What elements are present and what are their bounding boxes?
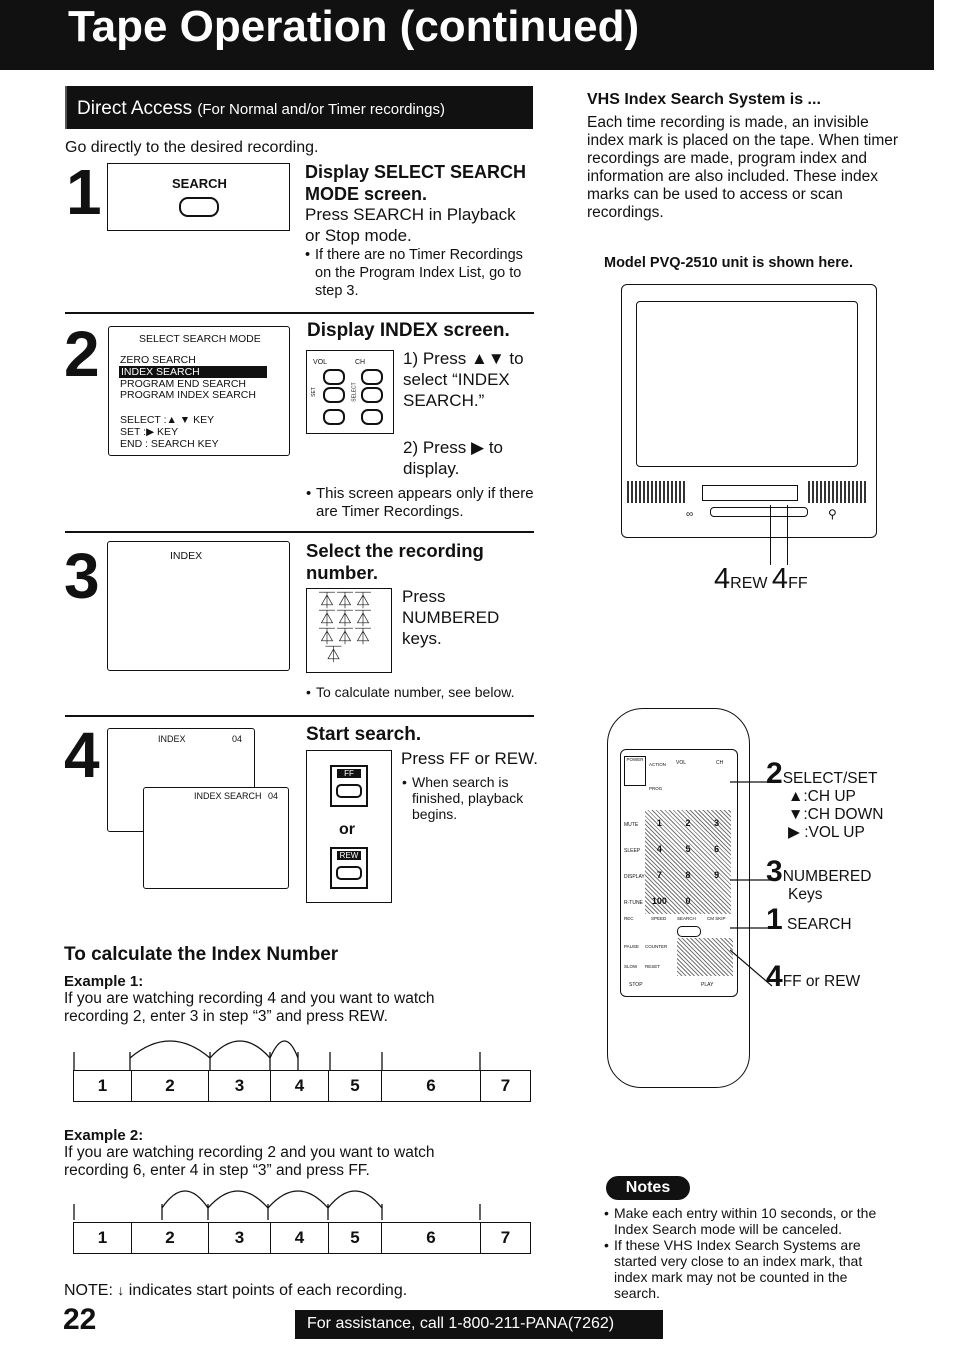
callout-number: 4 — [714, 563, 731, 595]
callout-number: 4 — [766, 960, 783, 993]
ff-label: FF — [788, 575, 808, 592]
prog-label: PROG — [649, 786, 663, 791]
recording-cell: 2 — [132, 1071, 209, 1101]
menu-item: PROGRAM INDEX SEARCH — [120, 389, 256, 401]
vol-ch-keys-panel — [306, 350, 394, 434]
example-1-body: If you are watching recording 4 and you want to watch recording 2, enter 3 in step “3” and press REW. — [64, 990, 435, 1025]
recording-cell: 1 — [74, 1223, 132, 1253]
down-arrow-icon: ↓ — [117, 1282, 125, 1298]
rtune-label: R-TUNE — [624, 900, 643, 906]
num-key: 100 — [651, 896, 667, 906]
ff-rew-buttons — [677, 938, 733, 976]
callout-text: ▶ :VOL UP — [788, 824, 865, 841]
recording-cell: 5 — [329, 1071, 382, 1101]
callout-number: 1 — [766, 903, 783, 936]
menu-item: PROGRAM END SEARCH — [120, 378, 247, 390]
recording-cell: 7 — [500, 1076, 511, 1095]
mute-label: MUTE — [624, 822, 639, 828]
search-label: SEARCH — [677, 916, 696, 921]
recording-cell: 4 — [271, 1223, 329, 1253]
calc-note — [64, 1281, 407, 1300]
note-item: • Make each entry within 10 seconds, or the Index Search mode will be canceled. — [604, 1205, 894, 1237]
menu-item-selected: INDEX SEARCH — [119, 366, 267, 378]
step-2-instruction-2: 2) Press ▶ to display. — [403, 438, 503, 478]
example-1-title: Example 1: — [64, 973, 144, 990]
page-header — [0, 0, 934, 70]
rew-key-icon — [330, 847, 368, 889]
assistance-text: For assistance, call 1-800-211-PANA(7262) — [307, 1315, 615, 1332]
num-key: 8 — [685, 870, 691, 880]
play-label: PLAY — [701, 982, 714, 988]
step-3-body: Press NUMBERED keys. — [402, 587, 500, 648]
jump-arc — [210, 1041, 270, 1058]
speaker-grille-right — [808, 481, 868, 503]
recording-cell: 4 — [271, 1071, 329, 1101]
page-title: Tape Operation (continued) — [68, 2, 640, 51]
vol-label: VOL — [313, 359, 328, 366]
example-1-diagram — [70, 1030, 534, 1074]
front-panel-buttons — [710, 507, 808, 517]
callout-ff-rew — [766, 960, 861, 993]
direct-access-intro: Go directly to the desired recording. — [65, 139, 319, 156]
ch-label: CH — [355, 359, 366, 366]
power-label: POWER — [626, 757, 644, 762]
example-2-recording-table — [73, 1222, 531, 1254]
step-1-number: 1 — [66, 156, 102, 228]
screen-title: SELECT SEARCH MODE — [139, 333, 261, 345]
ch-label: CH — [716, 760, 724, 766]
reset-label: RESET — [645, 964, 661, 969]
note-suffix: indicates start points of each recording. — [128, 1282, 408, 1299]
remote-illustration — [607, 708, 750, 1088]
recording-cell: 3 — [209, 1223, 271, 1253]
power-icon: ⚲ — [828, 507, 837, 521]
step-3-index-screen — [107, 541, 290, 671]
vol-down-icon — [323, 387, 345, 403]
step-2-select-search-screen — [108, 326, 290, 456]
index-search-label: INDEX SEARCH — [194, 791, 262, 801]
step-2-note: • This screen appears only if there are Timer Recordings. — [306, 485, 534, 521]
sleep-label: SLEEP — [624, 848, 641, 854]
search-key-label: SEARCH — [172, 176, 227, 191]
vhs-heading: VHS Index Search System is ... — [587, 91, 821, 108]
index-label: INDEX — [170, 550, 203, 562]
example-2-diagram — [70, 1180, 534, 1224]
step-4-body: Press FF or REW. — [401, 749, 538, 768]
jump-arc — [208, 1191, 268, 1208]
callout-text: SEARCH — [787, 916, 852, 933]
footer-bar — [295, 1310, 663, 1339]
step-3-heading: Select the recording number. — [306, 540, 484, 583]
tv-illustration — [621, 284, 877, 538]
recording-cell: 7 — [500, 1228, 511, 1247]
step-3-notes — [306, 683, 536, 701]
divider — [65, 531, 534, 533]
select-label: SELECT — [351, 382, 358, 402]
stop-label: STOP — [629, 982, 643, 988]
step-3-number: 3 — [64, 540, 100, 612]
set-key-icon — [323, 409, 345, 425]
callout-line — [787, 505, 788, 565]
jump-arc — [130, 1041, 210, 1058]
step-4-number: 4 — [64, 719, 100, 791]
recording-cell: 6 — [382, 1223, 481, 1253]
recording-cell: 6 — [382, 1071, 481, 1101]
vol-up-icon — [323, 369, 345, 385]
example-2-body: If you are watching recording 2 and you want to watch recording 6, enter 4 in step “3” and press FF. — [64, 1144, 435, 1179]
callout-text: Keys — [788, 886, 823, 903]
pause-label: PAUSE — [624, 944, 639, 949]
num-key: 7 — [656, 870, 662, 880]
callout-select-set — [766, 757, 884, 842]
select-key-icon — [361, 409, 383, 425]
step-2-notes — [306, 485, 534, 521]
side-labels — [624, 812, 645, 916]
rec-label: REC — [624, 916, 634, 921]
ch-up-icon — [361, 369, 383, 385]
key-hint: SELECT :▲ ▼ KEY — [120, 414, 215, 426]
cmskip-label: CM SKIP — [707, 916, 726, 921]
callout-number: 2 — [766, 757, 783, 790]
jump-arc — [270, 1041, 298, 1058]
search-button — [677, 926, 701, 937]
tv-callout — [714, 563, 808, 596]
note-prefix: NOTE: — [64, 1282, 113, 1299]
recording-cell: 3 — [209, 1071, 271, 1101]
model-note: Model PVQ-2510 unit is shown here. — [604, 255, 853, 271]
tv-screen — [636, 301, 858, 467]
rew-key-label: REW — [337, 851, 361, 860]
or-label: or — [339, 821, 355, 838]
calc-heading: To calculate the Index Number — [64, 944, 339, 965]
search-key-icon — [179, 197, 219, 217]
index-search-value: 04 — [268, 791, 279, 801]
ch-down-icon — [361, 387, 383, 403]
step-4-note: • When search is finished, playback begins. — [402, 774, 537, 822]
tape-icon: ∞ — [686, 509, 694, 520]
example-2-title: Example 2: — [64, 1127, 144, 1144]
num-key: 2 — [685, 818, 691, 828]
page-number: 22 — [63, 1303, 97, 1336]
index-value: 04 — [232, 734, 243, 744]
step-4-notes — [402, 774, 537, 822]
callout-numbered-keys — [766, 855, 872, 904]
callout-text: SELECT/SET — [782, 770, 878, 787]
notes-title: Notes — [606, 1176, 690, 1200]
ff-key-icon — [330, 765, 368, 807]
key-hint: END : SEARCH KEY — [120, 438, 219, 450]
step-3-note: • To calculate number, see below. — [306, 683, 536, 701]
num-key: 5 — [685, 844, 691, 854]
key-hint: SET :▶ KEY — [120, 426, 179, 438]
jump-arc — [162, 1191, 208, 1208]
action-label: ACTION — [649, 762, 667, 767]
callout-number: 4 — [771, 563, 789, 595]
vhs-body: Each time recording is made, an invisible index mark is placed on the tape. When timer recordings are made, program index and information are also included. These index marks can be used to access or scan recordings. — [587, 114, 899, 221]
notes-list — [604, 1205, 894, 1301]
step-1-notes — [305, 246, 533, 300]
speed-label: SPEED — [651, 916, 667, 921]
step-4-heading: Start search. — [306, 724, 422, 745]
callout-number: 3 — [766, 855, 783, 888]
num-key: 6 — [714, 844, 720, 854]
speaker-grille-left — [627, 481, 687, 503]
cassette-slot — [702, 485, 798, 501]
num-key: 1 — [656, 818, 662, 828]
remote-button-panel — [620, 749, 738, 997]
step-2-number: 2 — [64, 318, 100, 390]
divider — [65, 715, 534, 717]
divider — [65, 312, 534, 314]
counter-label: COUNTER — [645, 944, 668, 949]
num-key: 9 — [714, 870, 720, 880]
ff-key-label: FF — [337, 769, 361, 778]
power-button — [624, 756, 646, 786]
num-key: 0 — [685, 896, 691, 906]
callout-text: ▲:CH UP — [788, 788, 856, 805]
recording-cell: 1 — [74, 1071, 132, 1101]
step-2-instruction-1: 1) Press ▲▼ to select “INDEX SEARCH.” — [403, 349, 524, 410]
display-label: DISPLAY — [624, 874, 645, 880]
rew-label: REW — [730, 575, 768, 592]
jump-arc — [328, 1191, 382, 1208]
jump-arc — [268, 1191, 328, 1208]
direct-access-subtitle: (For Normal and/or Timer recordings) — [197, 101, 445, 118]
recording-cell: 5 — [329, 1223, 382, 1253]
direct-access-title: Direct Access — [77, 98, 193, 119]
callout-text: ▼:CH DOWN — [788, 806, 884, 823]
numbered-keys-icon: ⏄⏄⏄ ⏄⏄⏄ ⏄⏄⏄ ⏄ — [319, 593, 374, 664]
example-1-recording-table — [73, 1070, 531, 1102]
direct-access-bar — [65, 86, 533, 129]
num-key: 3 — [714, 818, 720, 828]
callout-text: FF or REW — [782, 973, 861, 990]
recording-cell: 2 — [132, 1223, 209, 1253]
numbered-keys-panel — [306, 588, 392, 673]
step-1-note: • If there are no Timer Recordings on the Program Index List, go to step 3. — [305, 246, 533, 300]
slow-label: SLOW — [624, 964, 638, 969]
set-label: SET — [310, 387, 317, 397]
menu-item: ZERO SEARCH — [120, 354, 196, 366]
num-key: 4 — [656, 844, 662, 854]
callout-text: NUMBERED — [782, 868, 872, 885]
step-1-body: Press SEARCH in Playback or Stop mode. — [305, 205, 516, 245]
step-4-index-search-screen — [143, 787, 289, 889]
callout-line — [770, 505, 771, 565]
vol-label: VOL — [676, 760, 687, 766]
step-1-heading: Display SELECT SEARCH MODE screen. — [305, 162, 527, 204]
index-label: INDEX — [158, 734, 186, 744]
note-item: • If these VHS Index Search Systems are started very close to an index mark, that index mark may not be counted in the search. — [604, 1237, 894, 1301]
step-1-search-button-panel — [107, 163, 290, 231]
number-keypad — [645, 810, 731, 914]
ff-rew-keys-panel — [306, 750, 392, 903]
callout-search — [766, 903, 852, 936]
step-2-heading: Display INDEX screen. — [307, 320, 510, 341]
